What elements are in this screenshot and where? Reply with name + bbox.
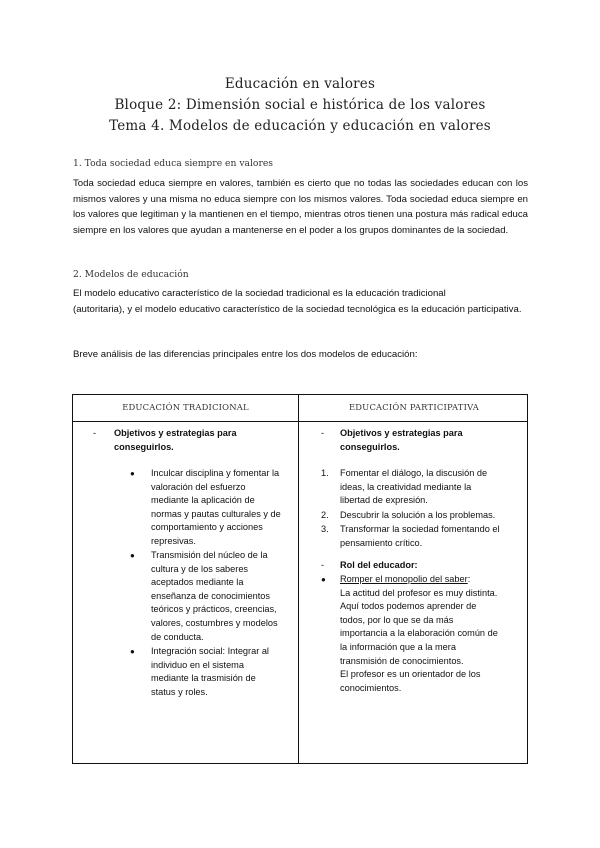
list-number: 2.	[321, 510, 329, 520]
list-dash: -	[321, 428, 325, 438]
list-item-line: transmisión de conocimientos.	[340, 655, 464, 666]
document-header	[0, 74, 600, 137]
list-item-line: represivas.	[151, 535, 196, 546]
list-item-line: individuo en el sistema	[151, 659, 244, 670]
left-heading	[114, 427, 294, 454]
bullet-icon: ●	[130, 469, 135, 478]
list-item-line: todos, por lo que se da más	[340, 614, 454, 625]
table-divider-horizontal	[73, 421, 527, 422]
section2-paragraph1-line1: El modelo educativo característico de la sociedad tradicional es la educación tradicional	[73, 288, 446, 299]
list-dash: -	[93, 428, 97, 438]
right-numbered-3	[340, 523, 528, 550]
bullet-icon: ●	[130, 647, 135, 656]
educator-role-bullet	[340, 573, 528, 695]
list-item-line: pensamiento crítico.	[340, 537, 423, 548]
header-subject: Educación en valores	[224, 76, 376, 92]
list-item-line: la información que a la mera	[340, 641, 456, 652]
section2-title: 2. Modelos de educación	[73, 269, 189, 280]
bullet-icon: ●	[321, 575, 326, 584]
right-numbered-2	[340, 509, 528, 523]
role-bullet-colon: :	[467, 574, 471, 584]
right-heading	[340, 427, 525, 454]
table-divider-vertical	[298, 395, 299, 763]
right-numbered-1	[340, 467, 528, 508]
left-bullet-1	[151, 467, 296, 549]
list-item-line: Integración social: Integrar al	[151, 646, 269, 656]
list-item-line: Descubrir la solución a los problemas.	[340, 510, 496, 520]
section1-title: 1. Toda sociedad educa siempre en valores	[73, 158, 274, 169]
list-item-line: enseñanza de conocimientos	[151, 590, 271, 601]
list-item-line: ideas, la creatividad mediante la	[340, 481, 472, 492]
list-item-line: libertad de expresión.	[340, 495, 428, 506]
list-item-line: Transmisión del núcleo de la	[151, 550, 268, 560]
role-bullet-title: Romper el monopolio del saber	[340, 574, 468, 584]
list-item-line: importancia a la elaboración común de	[340, 628, 498, 639]
section2-paragraph2: Breve análisis de las diferencias principales entre los dos modelos de educación:	[73, 349, 418, 360]
list-item-line: valores, costumbres y modelos	[151, 617, 278, 628]
list-item-line: Inculcar disciplina y fomentar la	[151, 468, 280, 478]
list-item-line: Transformar la sociedad fomentando el	[340, 524, 500, 534]
list-item-line: Aquí todos podemos aprender de	[340, 601, 477, 612]
bullet-icon: ●	[130, 551, 135, 560]
list-item-line: status y roles.	[151, 686, 208, 697]
list-item-line: comportamiento y acciones	[151, 522, 263, 533]
role-bullet-title-line	[340, 573, 528, 587]
comparison-table	[72, 394, 528, 764]
left-column-header: EDUCACIÓN TRADICIONAL	[122, 402, 249, 412]
section2-paragraph1	[73, 286, 528, 317]
list-number: 3.	[321, 524, 329, 534]
list-dash: -	[321, 560, 325, 570]
right-heading-line1: Objetivos y estrategias para	[340, 428, 463, 438]
list-item-line: El profesor es un orientador de los	[340, 669, 481, 680]
left-bullet-2	[151, 549, 296, 644]
list-item-line: teóricos y prácticos, creencias,	[151, 604, 277, 615]
right-column-header: EDUCACIÓN PARTICIPATIVA	[348, 402, 480, 412]
list-item-line: normas y pautas culturales y de	[151, 508, 281, 519]
list-number: 1.	[321, 468, 329, 478]
section2-paragraph1-rest: (autoritaria), y el modelo educativo característico de la sociedad tecnológica es la educación participativa.	[73, 303, 522, 315]
header-topic: Tema 4. Modelos de educación y educación en valores	[109, 118, 491, 134]
educator-role-heading: Rol del educador:	[340, 560, 418, 570]
left-heading-line2: conseguirlos.	[114, 441, 174, 452]
list-item-line: valoración del esfuerzo	[151, 481, 246, 492]
left-heading-line1: Objetivos y estrategias para	[114, 428, 237, 438]
list-item-line: de conducta.	[151, 631, 204, 642]
left-bullet-3	[151, 645, 296, 699]
section1-paragraph: Toda sociedad educa siempre en valores, también es cierto que no todas las sociedades educan con los mismos valores y una misma no educa siempre con los mismos valores. Toda sociedad educa siempre en los valores que legitiman y la mantienen en el tiempo, mientras otros tienen una postura más radical educa siempre en los valores que ayudan a mantenerse en el poder a los grupos dominantes de la sociedad.	[73, 178, 528, 237]
list-item-line: aceptados mediante la	[151, 577, 244, 588]
list-item-line: mediante la trasmisión de	[151, 673, 256, 684]
list-item-line: conocimientos.	[340, 682, 402, 693]
list-item-line: cultura y de los saberes	[151, 563, 249, 574]
header-block: Bloque 2: Dimensión social e histórica de los valores	[114, 97, 486, 113]
list-item-line: Fomentar el diálogo, la discusión de	[340, 468, 488, 478]
right-heading-line2: conseguirlos.	[340, 441, 400, 452]
list-item-line: La actitud del profesor es muy distinta.	[340, 587, 498, 598]
list-item-line: mediante la aplicación de	[151, 495, 255, 506]
